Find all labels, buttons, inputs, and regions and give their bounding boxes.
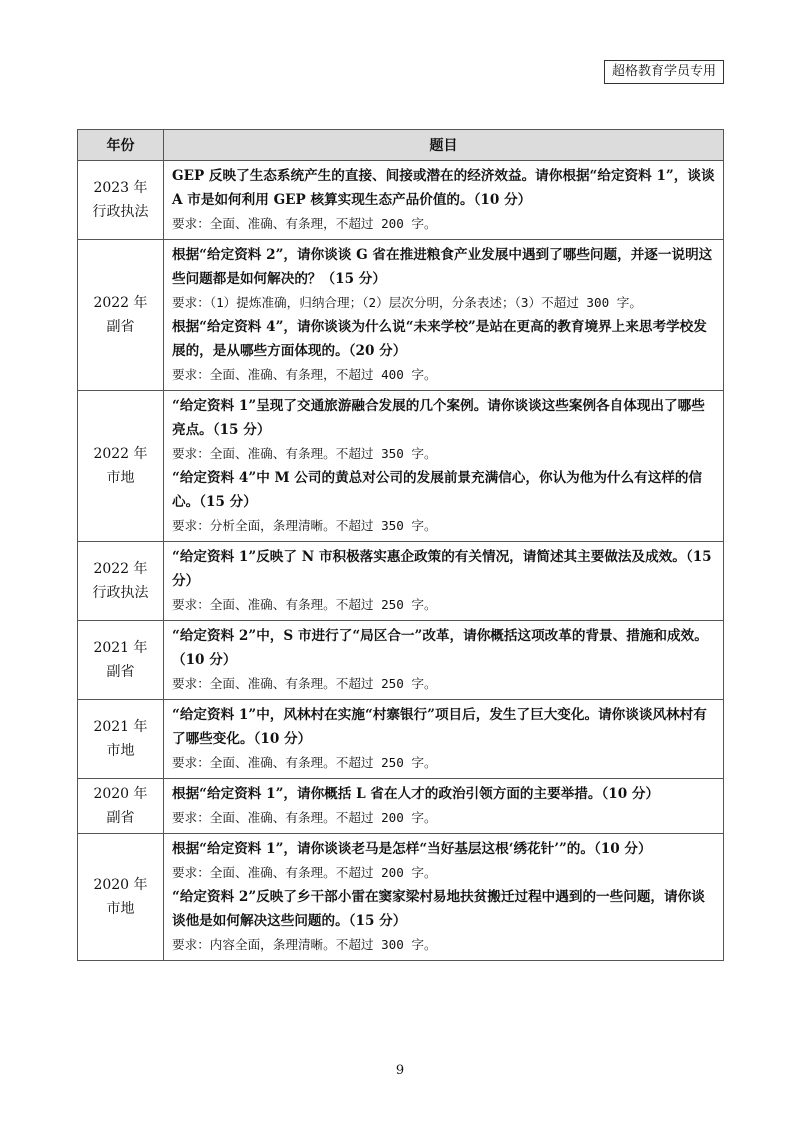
table-row (78, 161, 724, 240)
question-text: “给定资料 2”中，S 市进行了“局区合一”改革，请你概括这项改革的背景、措施和成效。（10 分） (172, 628, 708, 668)
exam-type-text: 副省 (106, 664, 135, 680)
question-text: “给定资料 1”呈现了交通旅游融合发展的几个案例。请你谈谈这些案例各自体现出了哪些亮点。（15 分） (172, 398, 705, 438)
page-number: 9 (395, 1063, 405, 1078)
exam-type-text: 市地 (106, 901, 135, 917)
question-text: 根据“给定资料 4”，请你谈谈为什么说“未来学校”是站在更高的教育境界上来思考学校发展的，是从哪些方面体现的。（20 分） (172, 319, 707, 359)
year-text: 2021 年 (93, 640, 148, 656)
question-text: “给定资料 4”中 M 公司的黄总对公司的发展前景充满信心，你认为他为什么有这样的信心。（15 分） (172, 470, 703, 510)
exam-type-text: 副省 (106, 810, 135, 826)
exam-type-text: 行政执法 (92, 204, 149, 220)
requirement-text: 要求：分析全面，条理清晰。不超过 350 字。 (172, 518, 437, 533)
year-text: 2023 年 (93, 180, 148, 196)
column-header-year: 年份 (78, 130, 164, 161)
year-cell (78, 621, 164, 700)
question-cell (164, 391, 724, 542)
question-text: GEP 反映了生态系统产生的直接、间接或潜在的经济效益。请你根据“给定资料 1”，谈谈 A 市是如何利用 GEP 核算实现生态产品价值的。（10 分） (172, 168, 715, 208)
year-text: 2020 年 (93, 786, 148, 802)
question-text: 根据“给定资料 1”，请你谈谈老马是怎样“当好基层这根‘绣花针’”的。（10 分） (172, 841, 652, 857)
requirement-text: 要求：全面、准确、有条理。不超过 250 字。 (172, 676, 437, 691)
exam-type-text: 行政执法 (92, 585, 149, 601)
requirement-text: 要求：全面、准确、有条理，不超过 400 字。 (172, 367, 437, 382)
question-text: “给定资料 2”反映了乡干部小雷在窦家梁村易地扶贫搬迁过程中遇到的一些问题，请你谈谈他是如何解决这些问题的。（15 分） (172, 889, 705, 929)
table-row (78, 700, 724, 779)
question-cell (164, 240, 724, 391)
requirement-text: 要求：全面、准确、有条理。不超过 200 字。 (172, 810, 437, 825)
table-header-row (78, 130, 724, 161)
question-cell (164, 834, 724, 961)
year-text: 2022 年 (93, 446, 148, 462)
requirement-text: 要求：全面、准确、有条理。不超过 200 字。 (172, 865, 437, 880)
year-cell (78, 834, 164, 961)
requirement-text: 要求：全面、准确、有条理，不超过 200 字。 (172, 216, 437, 231)
question-cell (164, 161, 724, 240)
question-cell (164, 621, 724, 700)
question-text: “给定资料 1”中，风林村在实施“村寨银行”项目后，发生了巨大变化。请你谈谈风林村有了哪些变化。（10 分） (172, 707, 707, 747)
table-row (78, 391, 724, 542)
table-row (78, 779, 724, 834)
year-cell (78, 700, 164, 779)
year-text: 2022 年 (93, 295, 148, 311)
table-row (78, 834, 724, 961)
table-row (78, 542, 724, 621)
questions-table (77, 129, 724, 961)
question-text: “给定资料 1”反映了 N 市积极落实惠企政策的有关情况，请简述其主要做法及成效。（15 分） (172, 549, 712, 589)
requirement-text: 要求：全面、准确、有条理。不超过 250 字。 (172, 597, 437, 612)
requirement-text: 要求：内容全面，条理清晰。不超过 300 字。 (172, 937, 437, 952)
year-cell (78, 240, 164, 391)
requirement-text: 要求：全面、准确、有条理。不超过 250 字。 (172, 755, 437, 770)
question-cell (164, 700, 724, 779)
requirement-text: 要求：（1）提炼准确，归纳合理；（2）层次分明，分条表述；（3）不超过 300 字。 (172, 295, 642, 310)
table-row (78, 621, 724, 700)
question-text: 根据“给定资料 1”，请你概括 L 省在人才的政治引领方面的主要举措。（10 分） (172, 786, 660, 802)
question-text: 根据“给定资料 2”，请你谈谈 G 省在推进粮食产业发展中遇到了哪些问题，并逐一说明这些问题都是如何解决的？（15 分） (172, 247, 713, 287)
column-header-question: 题目 (164, 130, 724, 161)
exam-type-text: 市地 (106, 470, 135, 486)
question-cell (164, 542, 724, 621)
question-cell (164, 779, 724, 834)
year-cell (78, 542, 164, 621)
year-cell (78, 779, 164, 834)
year-cell (78, 161, 164, 240)
requirement-text: 要求：全面、准确、有条理。不超过 350 字。 (172, 446, 437, 461)
year-cell (78, 391, 164, 542)
exam-type-text: 副省 (106, 319, 135, 335)
watermark-stamp: 超格教育学员专用 (604, 60, 724, 84)
exam-type-text: 市地 (106, 743, 135, 759)
year-text: 2022 年 (93, 561, 148, 577)
year-text: 2020 年 (93, 877, 148, 893)
table-row (78, 240, 724, 391)
year-text: 2021 年 (93, 719, 148, 735)
